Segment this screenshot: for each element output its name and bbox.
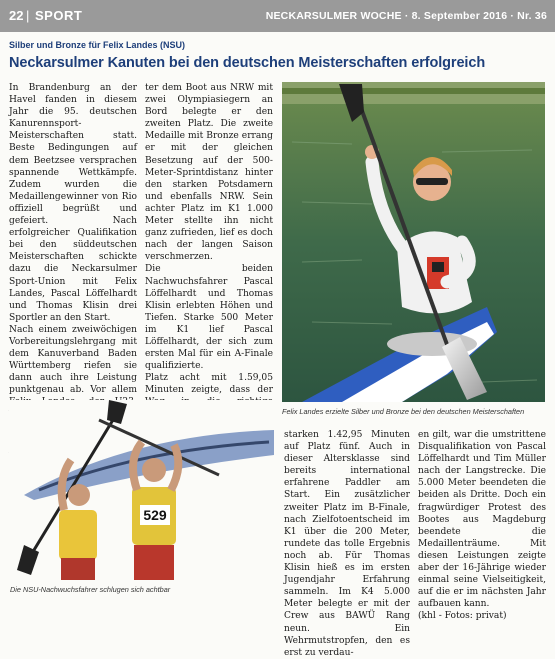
paragraph: starken 1.42,95 Minuten auf Platz fünf. Auch in dieser Altersklasse sind bereits international erfahrene Paddler am Start. Ein zusätzlicher zweiter Platz im B-Finale, nach Zielfotoentscheid im K1 über die 200 Meter, rundete das tolle Ergebnis noch ab. Für Thomas Klisin hieß es im ersten Jugendjahr Erfahrung sammeln. Im K4 5.000 Meter belegte er mit der Crew aus BAWÜ Rang neun. Ein Wehrmutstropfen, den es erst zu verdau- xyxy=(284,430,410,658)
photo-credit: (khl - Fotos: privat) xyxy=(418,611,507,622)
kayaker-photo xyxy=(282,82,545,402)
article-headline: Neckarsulmer Kanuten bei den deutschen Meisterschaften erfolgreich xyxy=(9,55,486,71)
juniors-photo xyxy=(9,400,274,580)
page-number: 22 xyxy=(9,8,24,23)
header-separator: | xyxy=(26,8,30,23)
paragraph: ter dem Boot aus NRW mit zwei Olympiasiegern an Bord belegte er den zweiten Platz. Die zweite Medaille mit Bronze errang er mit der gleichen Besetzung auf der 500-Meter-Sprintdistanz hinter den starken Potsdamern und ebenfalls NRW. Sein achter Platz im K1 1.000 Meter stellte ihn nicht ganz zufrieden, lief es doch nach der langen Saison verschmerzen. xyxy=(145,83,273,263)
publication-info: NECKARSULMER WOCHE · 8. September 2016 · Nr. 36 xyxy=(265,10,547,22)
small-photo-caption: Die NSU-Nachwuchsfahrer schlugen sich achtbar xyxy=(10,585,171,594)
main-photo-caption: Felix Landes erzielte Silber und Bronze bei den deutschen Meisterschaften xyxy=(282,407,525,416)
kayaker-photo-illustration xyxy=(282,82,545,402)
paragraph: Die beiden Nachwuchsfahrer Pascal Löffelhardt und Thomas Klisin erlebten Höhen und Tiefen. Starke 500 Meter im K1 lief Pascal Löffelhardt, der sich zum ersten Mal für ein A-Finale qualifizierte. xyxy=(145,264,273,372)
juniors-photo-illustration xyxy=(9,400,274,580)
paragraph: Platz acht mit 1.59,05 Minuten zeigte, dass der xyxy=(145,373,273,396)
paragraph: Nach einem zweiwöchigen Vorbereitungslehrgang mit dem Kanuverband Baden Württemberg riefen sie dann auch ihre Leistung punktgenau ab. Vor allem xyxy=(9,324,137,396)
article-kicker: Silber und Bronze für Felix Landes (NSU) xyxy=(9,40,186,50)
bib-number: 529 xyxy=(143,507,167,523)
section-title: SPORT xyxy=(35,8,83,23)
header-bar xyxy=(0,0,555,32)
paragraph: en gilt, war die umstrittene Disqualifikation von Pascal Löffelhardt und Tim Müller nach der Langstrecke. Die 5.000 Meter beendeten die beiden als Dritte. Doch ein fragwürdiger Protest des Bootes aus Magdeburg beendete die Medaillenträume. Mit diesen Leistungen zeigte aber der 16-Jährige wieder einmal seine Vielseitigkeit, auf die er im nächsten Jahr aufbauen kann. xyxy=(418,430,546,610)
text-column-4 xyxy=(418,429,546,623)
paragraph: In Brandenburg an der Havel fanden in diesem Jahr die 95. deutschen Kanurennsport-Meisterschaften statt. Beste Bedingungen auf dem Beetzsee versprachen spannende Wettkämpfe. Zudem wurden die Medaillengewinner von Rio offiziell begrüßt und gefeiert. Nach erfolgreicher Qualifikation bei den süddeutschen Meisterschaften schickte dazu die Neckarsulmer Sport-Union mit Felix Landes, Pascal Löffelhardt und Thomas Klisin drei Sportler an den Start. xyxy=(9,83,137,323)
text-column-3 xyxy=(284,429,410,659)
